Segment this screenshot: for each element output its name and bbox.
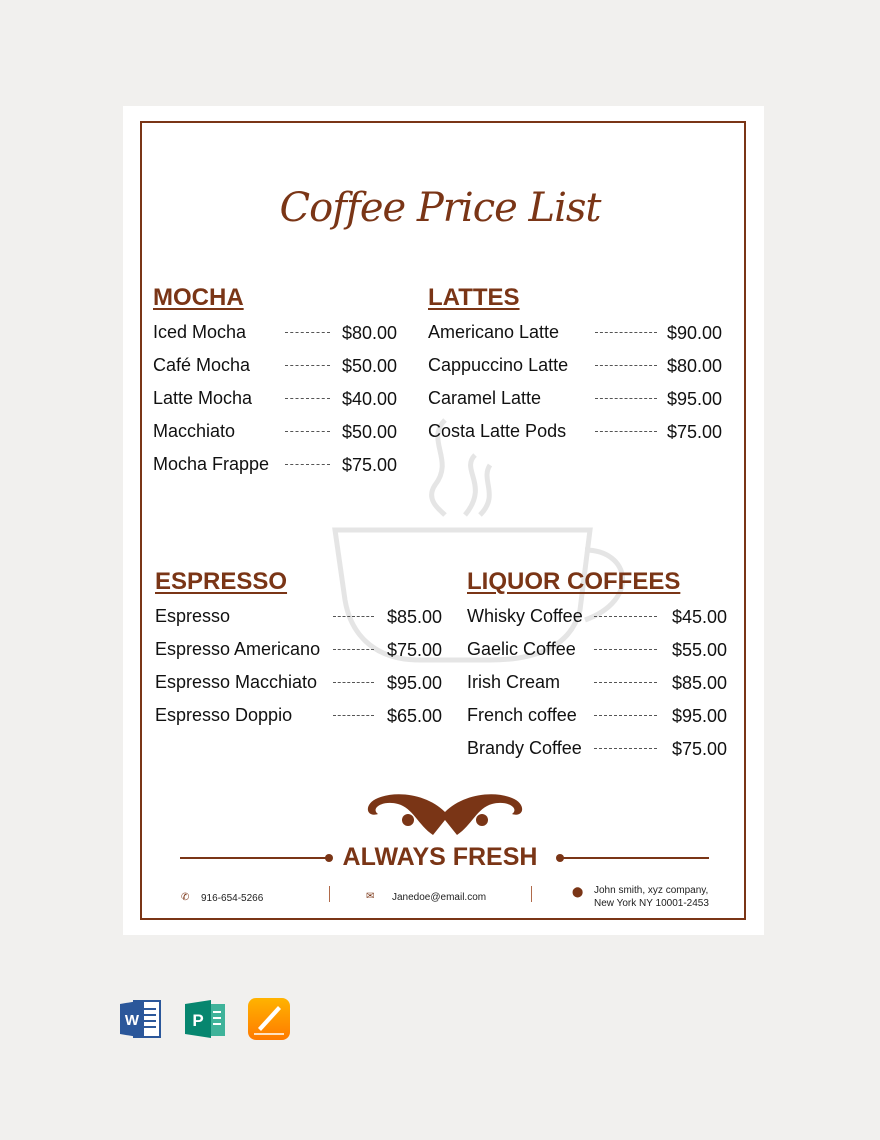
section-heading: MOCHA [153,284,244,311]
dotted-leader [594,616,657,617]
menu-item [467,639,732,672]
footer-separator [531,886,532,902]
dotted-leader [285,365,330,366]
menu-item [155,606,450,639]
dotted-leader [333,682,374,683]
item-price: $55.00 [672,640,728,660]
menu-item [467,738,732,771]
footer-separator [329,886,330,902]
section-lattes [428,284,728,454]
menu-item [155,639,450,672]
dotted-leader [594,715,657,716]
dotted-leader [595,332,657,333]
dotted-leader [595,398,657,399]
menu-item [428,421,728,454]
location-pin-icon: ⬤ [572,887,584,898]
item-name: Cappuccino Latte [428,355,569,375]
item-name: Caramel Latte [428,388,542,408]
page-title: Coffee Price List [279,185,601,231]
menu-item [467,606,732,639]
item-price: $75.00 [342,455,398,475]
item-name: Americano Latte [428,322,560,342]
item-price: $75.00 [667,422,723,442]
item-name: Macchiato [153,421,236,441]
item-price: $85.00 [672,673,728,693]
item-name: Irish Cream [467,672,561,692]
dotted-leader [333,649,374,650]
item-name: Costa Latte Pods [428,421,567,441]
item-price: $80.00 [342,323,398,343]
item-price: $40.00 [342,389,398,409]
word-icon[interactable] [120,998,162,1045]
menu-item [428,388,728,421]
item-price: $75.00 [672,739,728,759]
publisher-letter: P [192,1011,204,1030]
dotted-leader [595,431,657,432]
item-price: $80.00 [667,356,723,376]
item-price: $65.00 [387,706,443,726]
section-mocha [153,284,403,487]
menu-item [153,421,403,454]
item-name: Espresso Doppio [155,705,293,725]
tagline: ALWAYS FRESH [342,843,538,871]
item-name: Mocha Frappe [153,454,270,474]
item-price: $50.00 [342,356,398,376]
section-liquor-coffees [467,568,732,771]
menu-item [428,355,728,388]
menu-item [153,355,403,388]
item-price: $85.00 [387,607,443,627]
item-price: $50.00 [342,422,398,442]
section-heading: ESPRESSO [155,568,288,595]
menu-item [155,705,450,738]
item-name: Latte Mocha [153,388,253,408]
dotted-leader [594,748,657,749]
dotted-leader [285,464,330,465]
dotted-leader [595,365,657,366]
item-price: $45.00 [672,607,728,627]
address-line2: New York NY 10001-2453 [594,898,709,909]
item-price: $95.00 [387,673,443,693]
dotted-leader [285,332,330,333]
phone-number: 916-654-5266 [201,893,264,904]
item-price: $90.00 [667,323,723,343]
divider-right [562,857,709,859]
item-name: Espresso Americano [155,639,321,659]
menu-item [155,672,450,705]
menu-item [153,454,403,487]
menu-item [153,388,403,421]
item-price: $75.00 [387,640,443,660]
phone-icon: ✆ [181,892,190,903]
item-name: Espresso [155,606,231,626]
dotted-leader [594,649,657,650]
item-name: French coffee [467,705,577,725]
publisher-icon[interactable] [185,998,227,1045]
dotted-leader [285,431,330,432]
email-icon: ✉ [366,891,375,902]
menu-item [467,672,732,705]
section-heading: LIQUOR COFFEES [467,568,681,595]
dotted-leader [285,398,330,399]
item-name: Espresso Macchiato [155,672,318,692]
item-price: $95.00 [667,389,723,409]
dotted-leader [333,715,374,716]
item-name: Café Mocha [153,355,251,375]
word-letter: W [124,1012,140,1029]
item-name: Whisky Coffee [467,606,583,626]
section-espresso [155,568,450,738]
item-price: $95.00 [672,706,728,726]
address-line1: John smith, xyz company, [594,885,709,896]
section-heading: LATTES [428,284,520,311]
ornament-icon [358,790,532,840]
item-name: Brandy Coffee [467,738,582,758]
email-address: Janedoe@email.com [392,892,487,903]
item-name: Iced Mocha [153,322,247,342]
dotted-leader [333,616,374,617]
dotted-leader [594,682,657,683]
menu-item [153,322,403,355]
menu-item [428,322,728,355]
item-name: Gaelic Coffee [467,639,576,659]
pages-icon[interactable] [248,998,290,1045]
menu-item [467,705,732,738]
